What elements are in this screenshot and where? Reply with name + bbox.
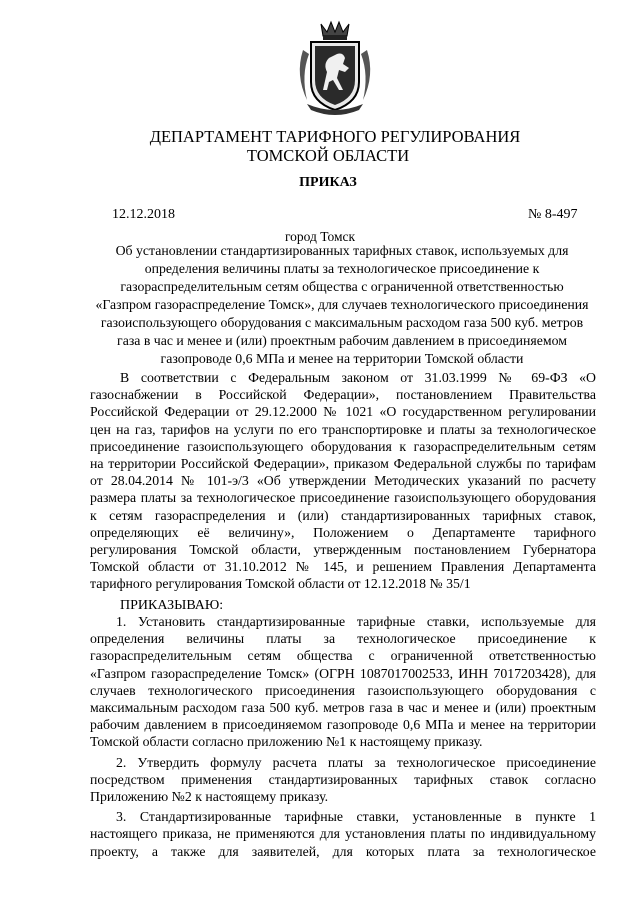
item3-line: проекту, а также для заявителей, для которых плата за технологическое — [90, 843, 596, 859]
subject-line: газораспределительным сетям общества с ограниченной ответственностью — [120, 279, 564, 294]
preamble-paragraph — [90, 369, 596, 593]
item1-line: рабочим давлением в присоединяемом газопроводе 0,6 МПа и менее на территории — [90, 717, 596, 733]
item3-line: настоящего приказа, не применяются для установления платы по индивидуальному — [90, 826, 596, 842]
preamble-line: определяющих её величину», Положением о Департаменте тарифного — [90, 524, 596, 540]
order-subject — [88, 242, 596, 368]
order-items — [90, 613, 596, 860]
subject-line: газопроводе 0,6 МПа и менее на территории Томской области — [160, 351, 524, 366]
subject-line: определения величины платы за технологическое присоединение к — [144, 261, 540, 276]
item1-line: определения величины платы за технологическое присоединение к — [90, 631, 596, 647]
preamble-line: к сетям газораспределения и (или) стандартизированных тарифных ставок, — [90, 507, 596, 523]
document-type-title: ПРИКАЗ — [299, 175, 357, 190]
preamble-line: от 28.04.2014 № 101-э/3 «Об утверждении Методических указаний по расчету — [90, 473, 596, 489]
preamble-line: В соответствии с Федеральным законом от 31.03.1999 № 69-ФЗ «О — [120, 370, 596, 385]
item2-line: Приложению №2 к настоящему приказу. — [90, 789, 329, 805]
preamble-line: Томской области от 31.10.2012 № 145, и решением Правления Департамента — [90, 559, 596, 575]
preamble-line: присоединение газоиспользующего оборудования к газораспределительным сетям — [90, 438, 596, 454]
item1-line: газораспределительным сетям общества с ограниченной ответственностью — [90, 648, 596, 664]
subject-line: газа в час и менее и (или) проектным рабочим давлением в присоединяемом — [117, 333, 567, 348]
item1-line: максимальным расходом газа 500 куб. метров газа в час и менее и (или) проектным — [90, 700, 596, 716]
item2-line: 2. Утвердить формулу расчета платы за технологическое присоединение — [116, 754, 596, 770]
item1-line: 1. Установить стандартизированные тарифные ставки, используемые для — [116, 614, 596, 629]
order-number: № 8-497 — [528, 207, 578, 222]
preamble-line: Российской Федерации от 29.12.2000 № 1021 «О государственном регулировании — [90, 404, 596, 420]
subject-line: газоиспользующего оборудования с максимальным расходом газа 500 куб. метров — [100, 315, 584, 330]
preamble-line: тарифного регулирования Томской области от 12.12.2018 № 35/1 — [90, 576, 471, 592]
subject-line: Об установлении стандартизированных тарифных ставок, используемых для — [115, 243, 569, 258]
item1-line: случаев технологического присоединения газоиспользующего оборудования с — [90, 682, 596, 698]
subject-line: «Газпром газораспределение Томск», для случаев технологического присоединения — [95, 297, 589, 312]
preamble-line: размера платы за технологическое присоединение газоиспользующего оборудования — [90, 490, 596, 506]
preamble-line: на территории Российской Федерации», приказом Федеральной службы по тарифам — [90, 456, 596, 472]
order-date: 12.12.2018 — [112, 207, 175, 222]
item2-line: посредством применения стандартизированных тарифных ставок согласно — [90, 771, 596, 787]
item1-line: Томской области согласно приложению №1 к настоящему приказу. — [90, 734, 483, 750]
preamble-line: регулирования Томской области, утвержденным постановлением Губернатора — [90, 542, 596, 558]
department-name-line2: ТОМСКОЙ ОБЛАСТИ — [246, 146, 410, 165]
tomsk-coat-of-arms-icon — [293, 20, 377, 116]
order-directive-word: ПРИКАЗЫВАЮ: — [120, 598, 224, 613]
item1-line: «Газпром газораспределение Томск» (ОГРН 1087017002533, ИНН 7017203428), для — [90, 665, 596, 681]
city-name: город Томск — [284, 229, 356, 244]
preamble-line: газоснабжении в Российской Федерации», постановлением Правительства — [90, 387, 596, 403]
item3-line: 3. Стандартизированные тарифные ставки, установленные в пункте 1 — [116, 809, 596, 825]
preamble-line: цен на газ, тарифов на услуги по его транспортировке и платы за технологическое — [90, 421, 596, 437]
department-name-line1: ДЕПАРТАМЕНТ ТАРИФНОГО РЕГУЛИРОВАНИЯ — [149, 127, 521, 146]
